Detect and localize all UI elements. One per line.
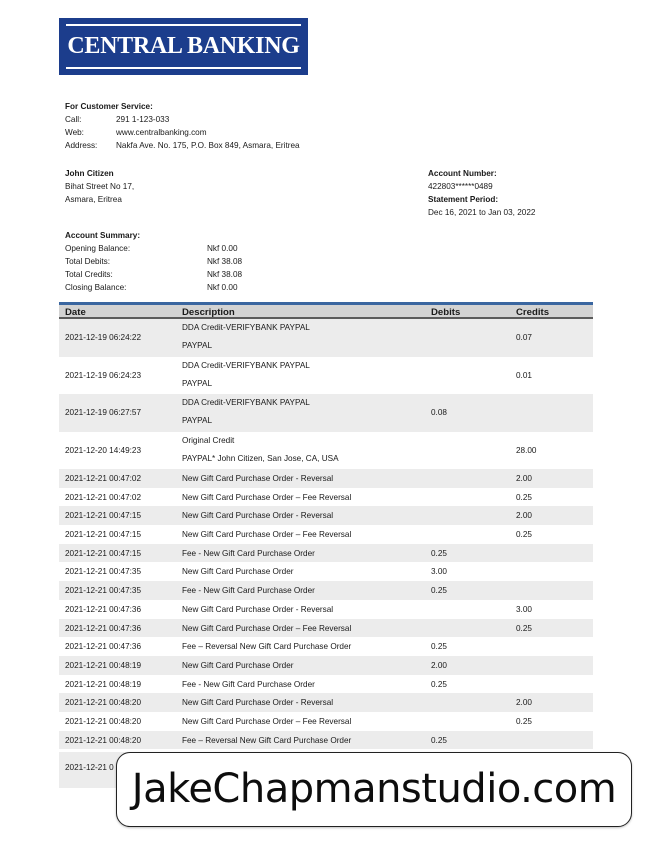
row-date: 2021-12-21 00:48:20 xyxy=(65,698,142,708)
summary-credits-row xyxy=(65,268,242,281)
row-credit: 28.00 xyxy=(516,445,537,455)
row-description: New Gift Card Purchase Order – Fee Reversal xyxy=(182,716,352,726)
row-date: 2021-12-21 0 xyxy=(65,763,114,772)
summary-closing-row xyxy=(65,281,242,294)
row-date: 2021-12-21 00:47:15 xyxy=(65,548,142,558)
row-date: 2021-12-19 06:24:22 xyxy=(65,333,142,342)
row-date: 2021-12-19 06:27:57 xyxy=(65,408,142,417)
row-description: DDA Credit-VERIFYBANK PAYPAL xyxy=(182,323,310,332)
table-row xyxy=(59,544,593,563)
row-description-detail: PAYPAL xyxy=(182,341,213,350)
logo-bottom-rule xyxy=(66,67,301,69)
row-date: 2021-12-21 00:47:36 xyxy=(65,604,142,614)
row-date: 2021-12-19 06:24:23 xyxy=(65,370,142,380)
row-debit: 0.25 xyxy=(431,548,447,558)
row-debit: 0.25 xyxy=(431,679,447,689)
row-debit: 0.08 xyxy=(431,408,447,417)
row-credit: 2.00 xyxy=(516,511,532,521)
header-debits: Debits xyxy=(431,307,461,318)
table-row xyxy=(59,693,593,712)
row-date: 2021-12-21 00:47:36 xyxy=(65,623,142,633)
row-date: 2021-12-21 00:47:35 xyxy=(65,567,142,577)
row-date: 2021-12-21 00:48:19 xyxy=(65,660,142,670)
table-row xyxy=(59,394,593,432)
row-credit: 0.07 xyxy=(516,333,532,342)
header-credits: Credits xyxy=(516,307,550,318)
row-debit: 2.00 xyxy=(431,660,447,670)
table-row xyxy=(59,319,593,357)
row-credit: 0.25 xyxy=(516,492,532,502)
customer-service-block xyxy=(65,100,300,152)
row-credit: 0.25 xyxy=(516,716,532,726)
row-date: 2021-12-20 14:49:23 xyxy=(65,445,142,455)
service-heading: For Customer Service: xyxy=(65,102,153,111)
table-row xyxy=(59,675,593,694)
row-description: New Gift Card Purchase Order - Reversal xyxy=(182,511,334,521)
table-row xyxy=(59,525,593,544)
row-credit: 2.00 xyxy=(516,698,532,708)
table-row xyxy=(59,712,593,731)
row-description: New Gift Card Purchase Order xyxy=(182,567,294,577)
total-credits: Nkf 38.08 xyxy=(207,270,243,279)
row-description: New Gift Card Purchase Order - Reversal xyxy=(182,604,334,614)
row-date: 2021-12-21 00:47:35 xyxy=(65,586,142,596)
table-row xyxy=(59,357,593,395)
logo-top-rule xyxy=(66,24,301,26)
row-debit: 3.00 xyxy=(431,567,447,577)
header-description: Description xyxy=(182,307,235,318)
row-credit: 0.01 xyxy=(516,370,532,380)
row-description: Fee – Reversal New Gift Card Purchase Order xyxy=(182,735,352,745)
row-description: New Gift Card Purchase Order – Fee Reversal xyxy=(182,492,352,502)
customer-city: Asmara, Eritrea xyxy=(65,195,122,204)
table-row xyxy=(59,581,593,600)
credits-label: Total Credits: xyxy=(65,270,113,279)
table-row xyxy=(59,469,593,488)
header-date: Date xyxy=(65,307,86,318)
row-description: New Gift Card Purchase Order xyxy=(182,660,294,670)
summary-heading: Account Summary: xyxy=(65,231,141,240)
row-credit: 2.00 xyxy=(516,474,532,483)
row-debit: 0.25 xyxy=(431,586,447,596)
watermark-text: JakeChapmanstudio.com xyxy=(131,766,617,812)
web-address: www.centralbanking.com xyxy=(116,128,207,137)
table-row xyxy=(59,600,593,619)
row-description-detail: PAYPAL* John Citizen, San Jose, CA, USA xyxy=(182,453,339,463)
row-description: Fee – Reversal New Gift Card Purchase Order xyxy=(182,642,352,652)
watermark-banner xyxy=(116,752,632,827)
call-label: Call: xyxy=(65,115,82,124)
row-date: 2021-12-21 00:48:20 xyxy=(65,735,142,745)
table-row xyxy=(59,562,593,581)
row-description-detail: PAYPAL xyxy=(182,416,213,425)
web-label: Web: xyxy=(65,128,84,137)
row-date: 2021-12-21 00:47:36 xyxy=(65,642,142,652)
table-row xyxy=(59,432,593,470)
row-date: 2021-12-21 00:48:19 xyxy=(65,679,142,689)
row-description: DDA Credit-VERIFYBANK PAYPAL xyxy=(182,398,310,407)
summary-debits-row xyxy=(65,255,242,268)
table-row xyxy=(59,656,593,675)
bank-address: Nakfa Ave. No. 175, P.O. Box 849, Asmara, Eritrea xyxy=(116,141,300,150)
customer-street: Bihat Street No 17, xyxy=(65,182,135,191)
row-description: New Gift Card Purchase Order - Reversal xyxy=(182,474,334,483)
row-description: New Gift Card Purchase Order – Fee Reversal xyxy=(182,530,352,540)
table-row xyxy=(59,731,593,750)
summary-opening-row xyxy=(65,242,242,255)
row-description: New Gift Card Purchase Order – Fee Reversal xyxy=(182,623,352,633)
service-call-row xyxy=(65,113,300,126)
row-date: 2021-12-21 00:47:15 xyxy=(65,530,142,540)
statement-period-label: Statement Period: xyxy=(428,195,499,204)
row-description: Original Credit xyxy=(182,435,235,445)
row-credit: 0.25 xyxy=(516,623,532,633)
row-description-detail: PAYPAL xyxy=(182,378,213,388)
closing-balance: Nkf 0.00 xyxy=(207,283,238,292)
row-debit: 0.25 xyxy=(431,735,447,745)
account-summary xyxy=(65,229,242,294)
service-web-row xyxy=(65,126,300,139)
row-date: 2021-12-21 00:47:15 xyxy=(65,511,142,521)
row-date: 2021-12-21 00:47:02 xyxy=(65,492,142,502)
table-row xyxy=(59,488,593,507)
total-debits: Nkf 38.08 xyxy=(207,257,243,266)
opening-balance: Nkf 0.00 xyxy=(207,244,238,253)
row-date: 2021-12-21 00:48:20 xyxy=(65,716,142,726)
statement-period: Dec 16, 2021 to Jan 03, 2022 xyxy=(428,208,536,217)
bank-name: CENTRAL BANKING xyxy=(67,33,300,59)
row-description: Fee - New Gift Card Purchase Order xyxy=(182,586,315,596)
opening-label: Opening Balance: xyxy=(65,244,131,253)
table-row xyxy=(59,506,593,525)
debits-label: Total Debits: xyxy=(65,257,111,266)
row-description: Fee - New Gift Card Purchase Order xyxy=(182,679,315,689)
call-number: 291 1-123-033 xyxy=(116,115,170,124)
table-header xyxy=(59,302,593,319)
row-date: 2021-12-21 00:47:02 xyxy=(65,474,142,483)
account-info-block xyxy=(428,167,535,219)
account-number: 422803******0489 xyxy=(428,182,493,191)
row-description: Fee - New Gift Card Purchase Order xyxy=(182,548,315,558)
customer-address-block xyxy=(65,167,134,206)
account-number-label: Account Number: xyxy=(428,169,497,178)
table-row xyxy=(59,637,593,656)
customer-name: John Citizen xyxy=(65,169,114,178)
row-credit: 0.25 xyxy=(516,530,532,540)
service-address-row xyxy=(65,139,300,152)
transactions-table xyxy=(59,302,593,749)
address-label: Address: xyxy=(65,141,98,150)
row-debit: 0.25 xyxy=(431,642,447,652)
row-credit: 3.00 xyxy=(516,604,532,614)
bank-logo xyxy=(59,18,308,75)
row-description: DDA Credit-VERIFYBANK PAYPAL xyxy=(182,360,310,370)
table-row xyxy=(59,619,593,638)
closing-label: Closing Balance: xyxy=(65,283,127,292)
row-description: New Gift Card Purchase Order - Reversal xyxy=(182,698,334,708)
